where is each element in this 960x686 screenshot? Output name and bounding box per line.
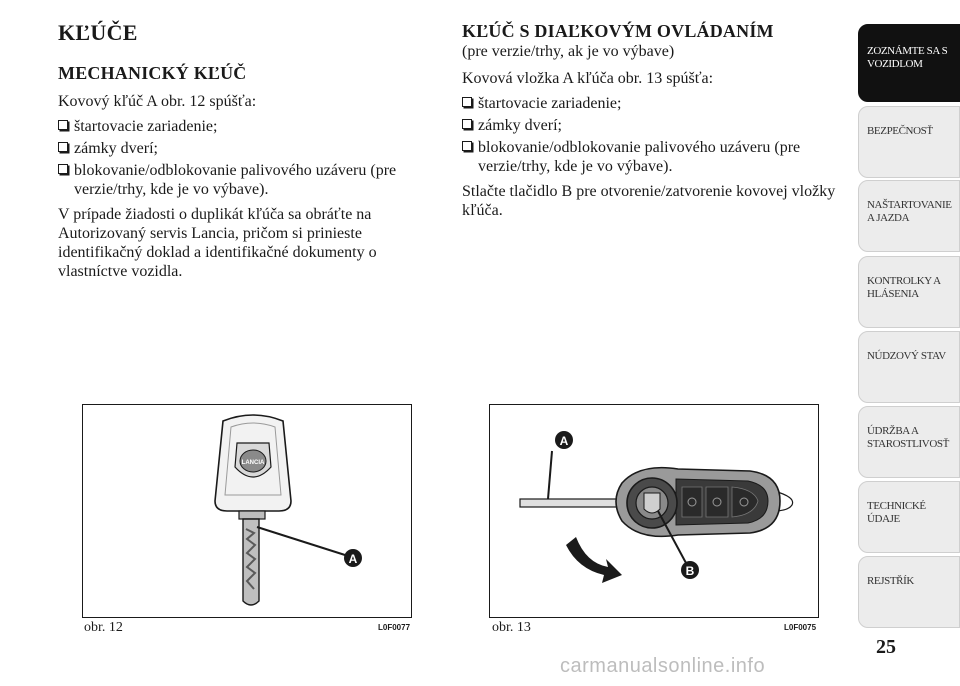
figure-remote-key	[489, 404, 819, 618]
checkbox-bullet-icon	[58, 164, 68, 174]
callout-a-label: A	[348, 552, 358, 566]
list-item: štartovacie zariadenie;	[462, 94, 842, 113]
checkbox-bullet-icon	[462, 119, 472, 129]
list-item: zámky dverí;	[58, 139, 438, 158]
mechanical-key-list	[58, 117, 438, 199]
list-item: štartovacie zariadenie;	[58, 117, 438, 136]
tab-kontrolky-a-hlasenia[interactable]: KONTROLKY A HLÁSENIA	[858, 256, 960, 328]
left-column	[58, 20, 438, 287]
section-heading-remote-key: KĽÚČ S DIAĽKOVÝM OVLÁDANÍM	[462, 21, 774, 41]
checkbox-bullet-icon	[58, 120, 68, 130]
figure-mechanical-key	[82, 404, 412, 618]
right-column	[462, 20, 842, 226]
figure-13-code: L0F0075	[784, 623, 817, 632]
figure-13-caption: obr. 13	[492, 620, 531, 635]
section-heading-mechanical-key: MECHANICKÝ KĽÚČ	[58, 63, 247, 83]
watermark: carmanualsonline.info	[560, 655, 766, 677]
chapter-sidebar	[858, 0, 960, 686]
duplicate-key-paragraph: V prípade žiadosti o duplikát kľúča sa obráťte na Autorizovaný servis Lancia, pričom si prinieste identifikačný doklad a identifikačné dokumenty o vlastníctve vozidla.	[58, 206, 377, 280]
tab-zoznamte-sa-s-vozidlom[interactable]: ZOZNÁMTE SA S VOZIDLOM	[858, 24, 960, 102]
checkbox-bullet-icon	[462, 141, 472, 151]
callout-a-label: A	[559, 434, 569, 448]
list-item: blokovanie/odblokovanie palivového uzáveru (pre verzie/trhy, kde je vo výbave).	[58, 161, 438, 199]
tab-rejstrik[interactable]: REJSTŘÍK	[858, 556, 960, 628]
list-item: blokovanie/odblokovanie palivového uzáveru (pre verzie/trhy, kde je vo výbave).	[462, 138, 842, 176]
checkbox-bullet-icon	[58, 142, 68, 152]
tab-bezpecnost[interactable]: BEZPEČNOSŤ	[858, 106, 960, 178]
checkbox-bullet-icon	[462, 97, 472, 107]
figure-12-code: L0F0077	[378, 623, 411, 632]
remote-key-intro: Kovová vložka A kľúča obr. 13 spúšťa:	[462, 70, 714, 87]
tab-nudzovy-stav[interactable]: NÚDZOVÝ STAV	[858, 331, 960, 403]
tab-nastartovanie-a-jazda[interactable]: NAŠTARTOVANIE A JAZDA	[858, 180, 960, 252]
remote-key-list	[462, 94, 842, 176]
remote-key-subheading: (pre verzie/trhy, ak je vo výbave)	[462, 43, 675, 60]
lancia-logo-text: LANCIA	[241, 460, 265, 466]
mechanical-key-illustration	[83, 405, 411, 617]
figure-12-caption: obr. 12	[84, 620, 123, 635]
page-title: KĽÚČE	[58, 20, 138, 45]
callout-b-label: B	[685, 564, 695, 578]
list-item: zámky dverí;	[462, 116, 842, 135]
remote-key-illustration	[490, 405, 818, 617]
mechanical-key-intro: Kovový kľúč A obr. 12 spúšťa:	[58, 93, 257, 110]
page-number: 25	[876, 636, 896, 658]
button-b-paragraph: Stlačte tlačidlo B pre otvorenie/zatvorenie kovovej vložky kľúča.	[462, 183, 836, 219]
tab-technicke-udaje[interactable]: TECHNICKÉ ÚDAJE	[858, 481, 960, 553]
tab-udrzba-a-starostlivost[interactable]: ÚDRŽBA A STAROSTLIVOSŤ	[858, 406, 960, 478]
